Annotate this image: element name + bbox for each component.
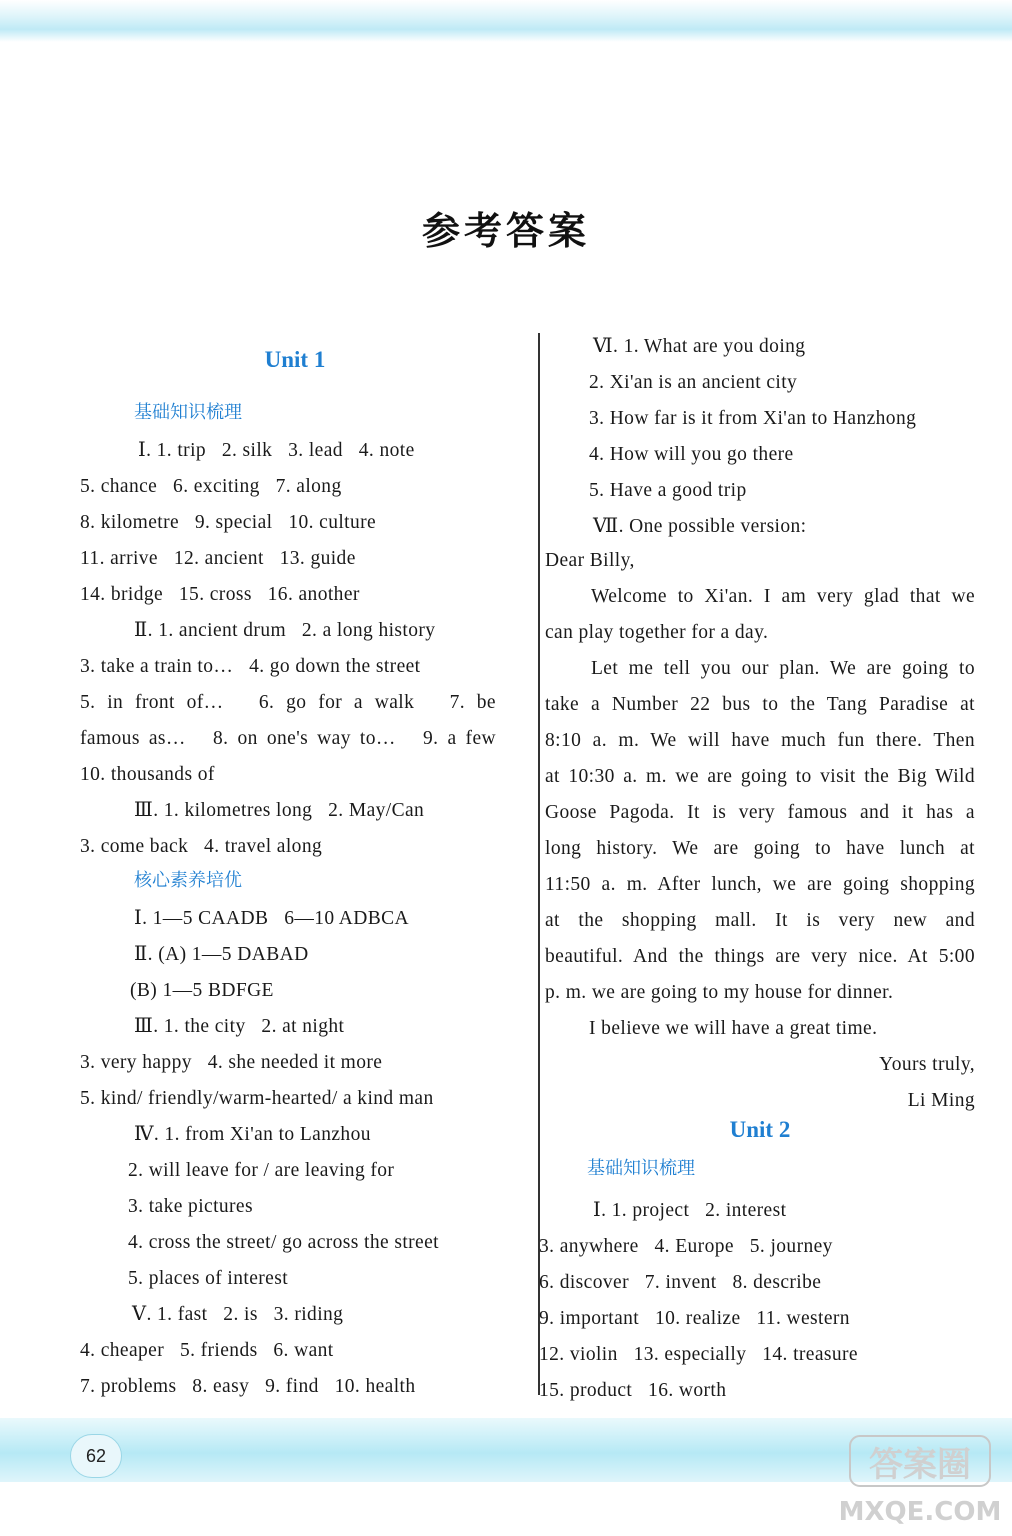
answer-line: 5. in front of… 6. go for a walk 7. be — [80, 692, 496, 713]
section-title-basic-unit2: 基础知识梳理 — [587, 1158, 695, 1179]
answer-line: Ⅰ. 1. trip 2. silk 3. lead 4. note — [138, 440, 415, 461]
letter-closing: Yours truly, — [879, 1054, 975, 1075]
answer-line: 6. discover 7. invent 8. describe — [539, 1272, 822, 1293]
answer-line: 5. Have a good trip — [589, 480, 747, 501]
letter-line: Goose Pagoda. It is very famous and it has a — [545, 802, 975, 823]
watermark-text-top: 答案圈 — [869, 1445, 971, 1485]
answer-line: 8. kilometre 9. special 10. culture — [80, 512, 377, 533]
answer-line: 14. bridge 15. cross 16. another — [80, 584, 360, 605]
letter-line: at the shopping mall. It is very new and — [545, 910, 975, 931]
answer-line: famous as… 8. on one's way to… 9. a few — [80, 728, 496, 749]
answer-line: 12. violin 13. especially 14. treasure — [539, 1344, 858, 1365]
answer-line: Ⅶ. One possible version: — [593, 516, 807, 537]
letter-greeting: Dear Billy, — [545, 550, 635, 571]
letter-line: I believe we will have a great time. — [589, 1018, 878, 1039]
answer-line: (B) 1—5 BDFGE — [130, 980, 274, 1001]
answer-line: 3. very happy 4. she needed it more — [80, 1052, 383, 1073]
watermark-text-bottom: MXQE.COM — [838, 1497, 1002, 1527]
answer-line: 3. How far is it from Xi'an to Hanzhong — [589, 408, 917, 429]
letter-line: Let me tell you our plan. We are going to — [591, 658, 975, 679]
answer-line: 5. places of interest — [128, 1268, 289, 1289]
page-number: 62 — [70, 1434, 122, 1478]
answer-line: 5. chance 6. exciting 7. along — [80, 476, 342, 497]
letter-signature: Li Ming — [907, 1090, 975, 1111]
top-decorative-band — [0, 0, 1012, 42]
letter-line: p. m. we are going to my house for dinner. — [545, 982, 894, 1003]
letter-line: 11:50 a. m. After lunch, we are going shopping — [545, 874, 975, 895]
answer-line: 15. product 16. worth — [539, 1380, 727, 1401]
answer-line: 10. thousands of — [80, 764, 215, 785]
answer-line: 4. cheaper 5. friends 6. want — [80, 1340, 334, 1361]
answer-line: 3. anywhere 4. Europe 5. journey — [539, 1236, 833, 1257]
answer-line: Ⅴ. 1. fast 2. is 3. riding — [132, 1304, 344, 1325]
letter-line: Welcome to Xi'an. I am very glad that we — [591, 586, 975, 607]
letter-line: at 10:30 a. m. we are going to visit the Big Wild — [545, 766, 975, 787]
answer-line: 4. cross the street/ go across the street — [128, 1232, 439, 1253]
answer-line: Ⅲ. 1. the city 2. at night — [134, 1016, 345, 1037]
unit-1-title: Unit 1 — [264, 347, 326, 372]
answer-line: 5. kind/ friendly/warm-hearted/ a kind man — [80, 1088, 434, 1109]
answer-line: 3. take pictures — [128, 1196, 253, 1217]
section-title-basic: 基础知识梳理 — [134, 402, 242, 423]
answer-line: Ⅲ. 1. kilometres long 2. May/Can — [134, 800, 425, 821]
letter-line: can play together for a day. — [545, 622, 769, 643]
answer-line: Ⅵ. 1. What are you doing — [593, 336, 806, 357]
answer-line: Ⅱ. (A) 1—5 DABAD — [134, 944, 309, 965]
answer-line: Ⅱ. 1. ancient drum 2. a long history — [134, 620, 436, 641]
answer-line: 9. important 10. realize 11. western — [539, 1308, 850, 1329]
answer-line: 3. come back 4. travel along — [80, 836, 323, 857]
answer-line: 7. problems 8. easy 9. find 10. health — [80, 1376, 416, 1397]
answer-line: Ⅰ. 1—5 CAADB 6—10 ADBCA — [134, 908, 410, 929]
letter-line: take a Number 22 bus to the Tang Paradise at — [545, 694, 975, 715]
letter-line: beautiful. And the things are very nice. At 5:00 — [545, 946, 975, 967]
answer-line: 4. How will you go there — [589, 444, 794, 465]
answer-line: 11. arrive 12. ancient 13. guide — [80, 548, 356, 569]
unit-2-title: Unit 2 — [729, 1117, 791, 1142]
answer-line: Ⅳ. 1. from Xi'an to Lanzhou — [134, 1124, 371, 1145]
answer-line: 2. Xi'an is an ancient city — [589, 372, 798, 393]
watermark-logo — [830, 1428, 1010, 1532]
answer-line: Ⅰ. 1. project 2. interest — [593, 1200, 787, 1221]
letter-line: long history. We are going to have lunch at — [545, 838, 975, 859]
page-title: 参考答案 — [421, 209, 590, 253]
letter-line: 8:10 a. m. We will have much fun there. Then — [545, 730, 975, 751]
answer-line: 2. will leave for / are leaving for — [128, 1160, 395, 1181]
answer-line: 3. take a train to… 4. go down the street — [80, 656, 421, 677]
section-title-core: 核心素养培优 — [134, 870, 242, 891]
